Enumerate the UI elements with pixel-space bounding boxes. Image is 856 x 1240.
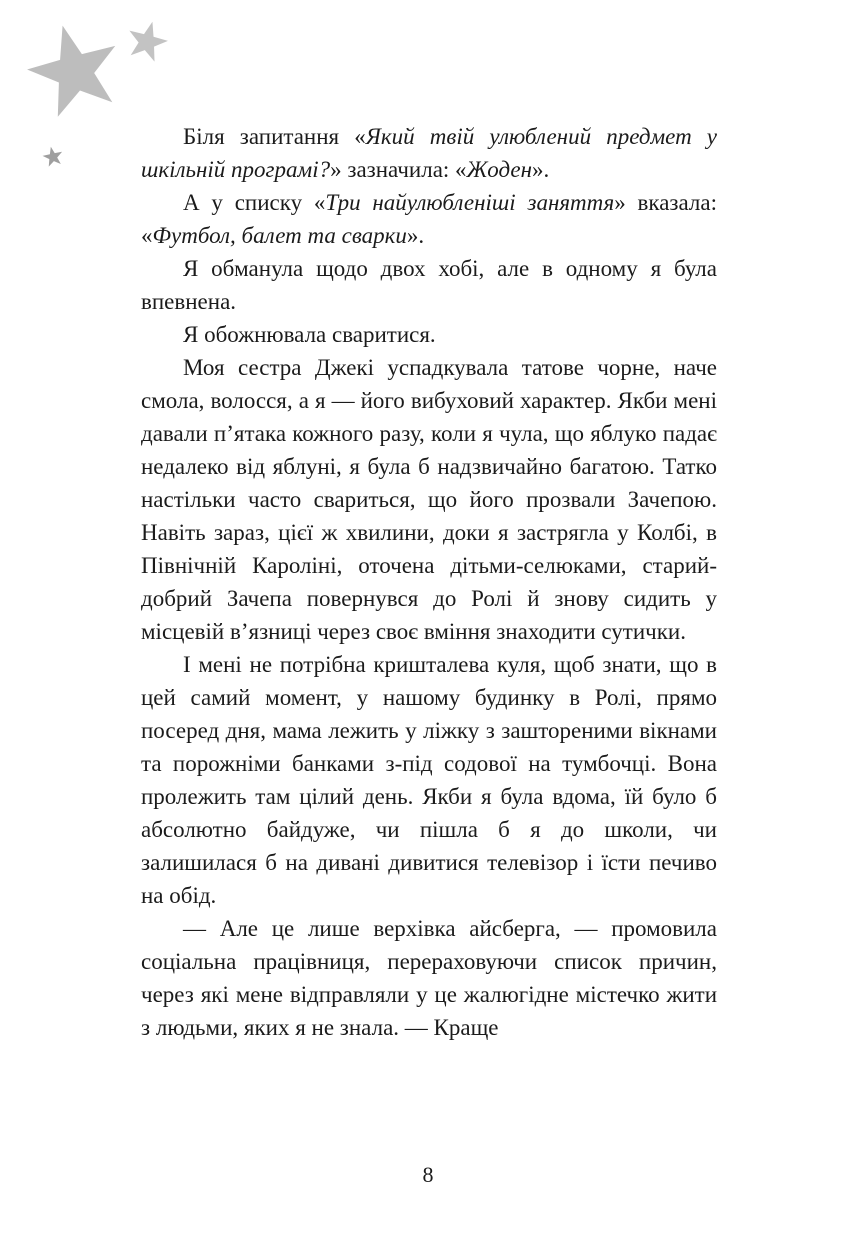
- italic-run: Який твій улюблений предмет у шкільній програмі?: [141, 124, 718, 182]
- page-number: 8: [422, 1162, 434, 1187]
- text-run: Я обманула щодо двох хобі, але в одному я була впевнена.: [141, 256, 717, 314]
- star-icon-large: [18, 14, 129, 122]
- text-run: — Але це лише верхівка айсберга, — промовила соціальна працівниця, перераховуючи список причин, через які мене відправляли у це жалюгідне містечко жити з людьми, яких я не знала. — Краще: [141, 916, 717, 1040]
- italic-run: Жоден: [466, 157, 533, 182]
- text-run: » зазначила: «: [330, 157, 467, 182]
- text-run: ».: [406, 223, 425, 248]
- text-run: Моя сестра Джекі успадкувала татове чорне, наче смола, волосся, а я — його вибуховий характер. Якби мені давали п’ятака кожного разу, коли я чула, що яблуко падає недалеко від яблуні, я була б надзвичайно багатою. Татко настільки часто свариться, що його прозвали Зачепою. Навіть зараз, цієї ж хвилини, доки я застрягла у Колбі, в Північній Кароліні, оточена дітьми-селюками, старий-добрий Зачепа повернувся до Ролі й знову сидить у місцевій в’язниці через своє вміння знаходити сутички.: [141, 355, 717, 644]
- paragraph: [141, 318, 717, 351]
- star-icon-small: [41, 145, 64, 168]
- text-run: І мені не потрібна кришталева куля, щоб знати, що в цей самий момент, у нашому будинку в Ролі, прямо посеред дня, мама лежить у ліжку з заштореними вікнами та порожніми банками з-під содової на тумбочці. Вона пролежить там цілий день. Якби я була вдома, їй було б абсолютно байдуже, чи пішла б я до школи, чи залишилася б на дивані дивитися телевізор і їсти печиво на обід.: [141, 652, 717, 908]
- italic-run: Три найулюбленіші заняття: [325, 190, 615, 215]
- paragraph: [141, 912, 717, 1044]
- text-run: Біля запитання «: [183, 124, 366, 149]
- page-text: [141, 120, 717, 1044]
- text-run: А у списку «: [183, 190, 326, 215]
- paragraph: [141, 120, 717, 186]
- paragraph: [141, 186, 717, 252]
- text-run: » вказала: «: [141, 190, 718, 248]
- paragraph: [141, 252, 717, 318]
- text-run: ».: [532, 157, 550, 182]
- paragraph: [141, 351, 717, 648]
- star-icon-medium: [123, 17, 171, 64]
- text-run: Я обожнювала сваритися.: [183, 322, 436, 347]
- paragraph: [141, 648, 717, 912]
- italic-run: Футбол, балет та сварки: [152, 223, 407, 248]
